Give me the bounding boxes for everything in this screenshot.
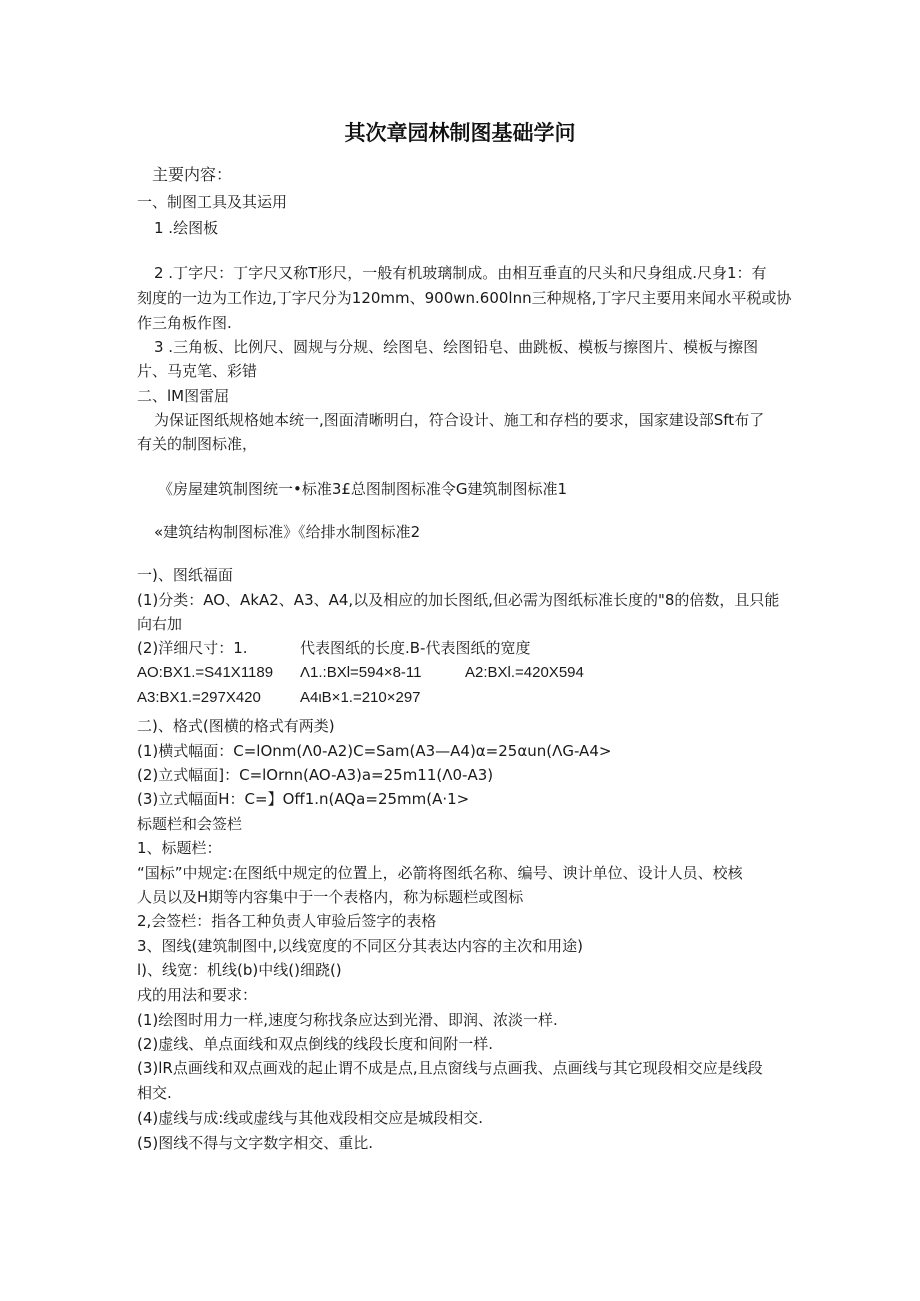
section-2-paragraph-line-1: 为保证图纸规格她本统一,图面清晰明白，符合设计、施工和存档的要求，国家建设部Sft布了 [154,411,765,429]
subsection-1-heading: 一)、图纸福面 [137,566,233,584]
item-1: 1 .绘图板 [154,219,219,237]
line-usage-heading: 戌的用法和要求： [137,986,258,1004]
section-2-heading: 二、lM图雷屈 [137,387,230,405]
line-width: l)、线宽：机线(b)中线()细跷() [137,961,342,979]
titlebar-item: 1、标题栏： [137,839,222,857]
section-2-paragraph-line-2: 有关的制图标准， [137,435,258,453]
item-3-line-2: 片、马克笔、彩错 [137,362,258,380]
main-content-heading: 主要内容： [152,165,233,184]
titlebar-heading: 标题栏和会签栏 [137,815,243,833]
section-1-heading: 一、制图工具及其运用 [137,193,288,211]
format-3: (3)立式幅面H：C=】Off1.n(AQa=25mm(A·1> [137,790,470,808]
format-1: (1)横式幅面：C=lOnm(Λ0-A2)C=Sam(A3—A4)α=25αun(ΛG-A4> [137,742,612,760]
size-a2: A2:BXl.=420X594 [465,664,584,681]
size-a3: A3:BX1.=297X420 [137,689,261,706]
rule-4: (4)虚线与成:线或虚线与其他戏段相交应是城段相交. [137,1109,484,1127]
standards-line-2: «建筑结构制图标准》《给排水制图标准2 [154,523,421,541]
rule-1: (1)绘图时用力一样,速度匀称找条应达到光滑、即润、浓淡一样. [137,1011,558,1029]
size-a4: A4ιB×1.=210×297 [300,689,421,706]
rule-2: (2)虚线、单点面线和双点倒线的线段长度和间附一样. [137,1035,494,1053]
lines-heading: 3、图线(建筑制图中,以线宽度的不同区分其表达内容的主次和用途) [137,937,584,955]
classification-line-1: (1)分类：AO、AkA2、A3、A4,以及相应的加长图纸,但必需为图纸标准长度的"8的倍数，且只能 [137,591,780,609]
subsection-2-heading: 二)、格式(图横的格式有两类) [137,717,335,735]
item-2-line-1: 2 .丁字尺：丁字尺又称T形尺，一般有机玻璃制成。由相互垂直的尺头和尺身组成.尺身1：有 [154,264,767,282]
document-title: 其次章园林制图基础学问 [344,121,576,145]
size-label: (2)洋细尺寸：1. [137,639,248,657]
titlebar-description-line-1: “国标”中规定:在图纸中规定的位置上，必箭将图纸名称、编号、谀计单位、设计人员、校核 [137,864,743,882]
item-2-line-3: 作三角板作图. [137,314,232,332]
size-a0: AO:BX1.=S41X1189 [137,664,274,681]
item-3-line-1: 3 .三角板、比例尺、圆规与分规、绘图皂、绘图铅皂、曲跳板、模板与擦图片、模板与擦图 [154,338,759,356]
size-a1: Λ1.:BXl=594×8-11 [300,664,422,681]
rule-5: (5)图线不得与文字数字相交、重比. [137,1134,374,1152]
titlebar-description-line-2: 人员以及H期等内容集中于一个表格内，称为标题栏或图标 [137,888,524,906]
rule-3-line-2: 相交. [137,1084,172,1102]
classification-line-2: 向右加 [137,615,183,633]
standards-line-1: 《房屋建筑制图统一•标准3£总图制图标准令G建筑制图标准1 [158,480,568,498]
size-description: 代表图纸的长度.B-代表图纸的宽度 [300,639,531,657]
format-2: (2)立式幅面]：C=lOrnn(AO-A3)a=25m11(Λ0-A3) [137,766,494,784]
countersign-description: 2,会签栏：指各工种负责人审验后签字的表格 [137,912,437,930]
item-2-line-2: 刻度的一边为工作边,丁字尺分为120mm、900wn.600lnn三种规格,丁字尺主要用来闻水平税或协 [137,289,792,307]
rule-3-line-1: (3)lR点画线和双点画戏的起止谓不成是点,且点窗线与点画我、点画线与其它现段相交应是线段 [137,1059,763,1077]
